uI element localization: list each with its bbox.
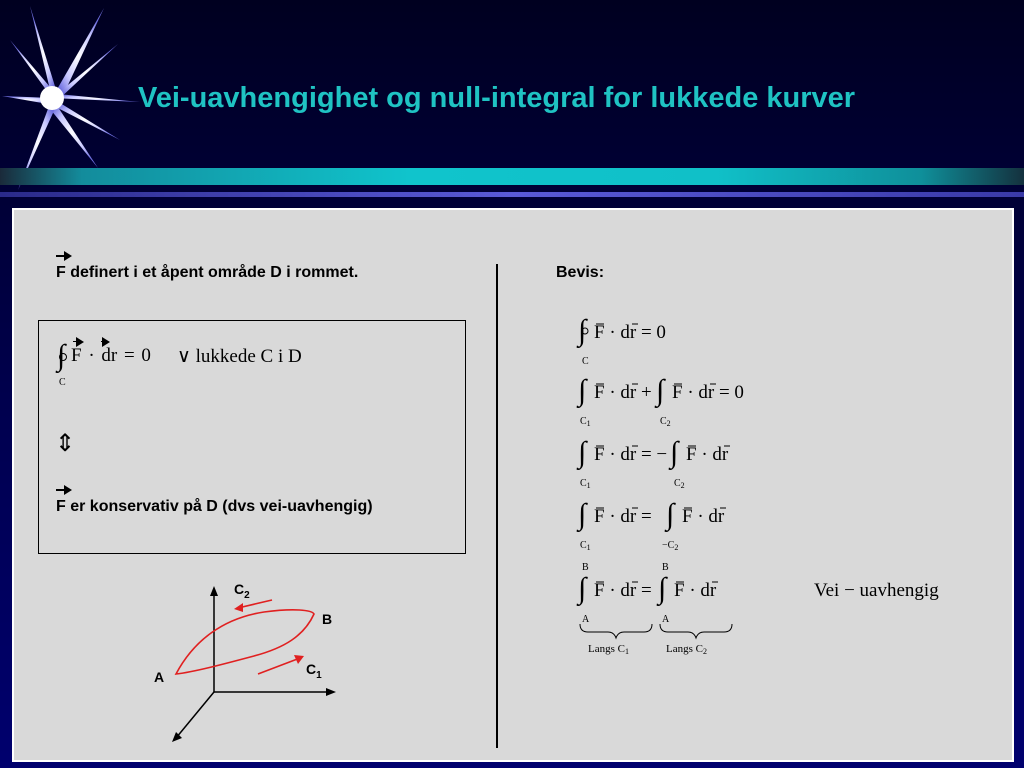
svg-text:A: A: [582, 614, 590, 625]
path-diagram: [154, 570, 354, 750]
svg-text:∫: ∫: [670, 436, 679, 469]
svg-text:C1: $C_1$: [580, 540, 591, 552]
label-a: A: [154, 669, 165, 685]
label-c1: $C_1$: [306, 661, 322, 681]
proof-equations: [574, 306, 994, 656]
header-stripe: [0, 192, 1024, 197]
closed-ring: [59, 353, 67, 361]
svg-text:B: B: [662, 562, 669, 573]
proof-heading: Bevis:: [556, 264, 605, 281]
label-c2: $C_2$: [234, 581, 250, 601]
svg-text:∫: ∫: [658, 572, 667, 605]
proof-note: Vei − uavhengig: [814, 580, 939, 601]
svg-text:Langs C1: Langs C1: [588, 643, 629, 656]
vector-arrow: [101, 341, 108, 342]
proof-line-1: F · dr = 0: [594, 322, 666, 343]
column-divider: [496, 264, 498, 748]
vector-arrow: [56, 255, 70, 257]
svg-text:C2: $C_2$: [674, 478, 685, 490]
closed-curve: [176, 610, 314, 674]
proof-line-5a: F · dr =: [594, 580, 652, 601]
svg-text:∫: ∫: [666, 498, 675, 531]
vector-f: F: [56, 264, 66, 281]
x-axis: [176, 692, 214, 738]
star-logo: [0, 0, 150, 190]
svg-text:Langs C2: Langs C2: [666, 643, 707, 656]
vector-arrow: [73, 341, 82, 342]
c2-arrow: [238, 600, 272, 608]
proof-line-2a: F · dr +: [594, 382, 652, 403]
svg-text:∫: ∫: [578, 498, 587, 531]
content-panel: [12, 208, 1014, 762]
proof-line-1-sub: C: [582, 356, 589, 367]
proof-line-2b: F · dr = 0: [672, 382, 744, 403]
svg-text:A: A: [662, 614, 670, 625]
svg-text:C1: $C_1$: [580, 416, 591, 428]
svg-text:C2: $C_2$: [660, 416, 671, 428]
svg-text:∫: ∫: [578, 374, 587, 407]
svg-text:∫: ∫: [656, 374, 665, 407]
svg-text:C1: $C_1$: [580, 478, 591, 490]
proof-line-4b: F · dr: [682, 506, 725, 527]
svg-text:−C2: $-C_2$: [662, 540, 679, 552]
definition-line: [56, 264, 358, 282]
c1-arrow: [258, 658, 300, 674]
conservative-text: er konservativ på D (dvs vei-uavhengig): [70, 498, 373, 515]
svg-text:∫: ∫: [578, 436, 587, 469]
vector-f: F: [56, 498, 66, 515]
integral-sub: C: [59, 377, 66, 388]
theorem-box: [38, 320, 466, 554]
svg-text:∫: ∫: [578, 572, 587, 605]
integral-sign: ∫: [57, 339, 66, 372]
conservative-line: [56, 498, 373, 516]
slide-title: Vei-uavhengighet og null-integral for lukkede kurver: [138, 82, 856, 114]
proof-line-3b: F · dr: [686, 444, 729, 465]
forall-text: ∨ lukkede C i D: [177, 346, 302, 367]
vector-arrow: [56, 489, 70, 491]
label-b: B: [322, 611, 333, 627]
integral-expr: F · dr = 0: [71, 345, 151, 366]
proof-line-5b: F · dr: [674, 580, 717, 601]
definition-text: definert i et åpent område D i rommet.: [70, 264, 359, 281]
proof-line-3a: F · dr = −: [594, 444, 668, 465]
proof-line-4a: F · dr =: [594, 506, 652, 527]
header-band: [0, 168, 1024, 185]
svg-text:∫: ∫: [578, 314, 587, 347]
equivalence-symbol: ⇕: [55, 431, 76, 457]
svg-text:B: B: [582, 562, 589, 573]
